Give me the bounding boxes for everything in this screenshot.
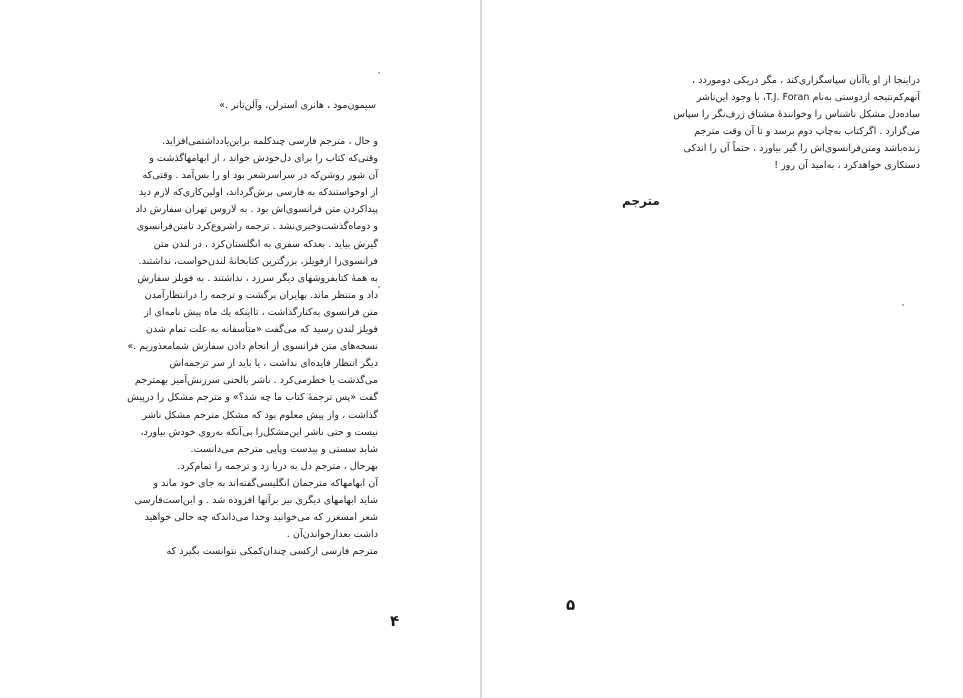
left-page-body (100, 133, 378, 560)
left-page-header-line: سیمون‌مود ، هانری استرلن‌، وآلن‌تانر .» (219, 100, 376, 111)
scan-speck (902, 304, 904, 306)
text-line: شاید ابهامهای دیگری نیز برآنها افزوده شد . و این‌است‌فارسی (134, 494, 378, 506)
text-line: از اوخواستندکه به فارسی برش‌گرداند، اولین‌کاری‌که لازم دید (138, 187, 378, 199)
text-line: گیرش بیاید . بعدکه سفری به انگلستان‌کرد ، در لندن متن (153, 238, 378, 250)
text-line: وقتی‌که کتاب را برای دل‌خودش خواند ، از ابهامها‌گذشت و (149, 153, 378, 165)
left-page (0, 0, 480, 698)
text-line: دستکاری خواهدکرد ، به‌امید آن روز ! (774, 160, 920, 172)
text-line: و حال ، مترجم فارسی چندکلمه براین‌یادداشتمی‌افزاید. (162, 136, 378, 147)
text-line: بهرحال ، مترجم دل به دریا زد و ترجمه را تمام‌کرد. (177, 460, 378, 472)
text-line: می‌گزارد . اگرکتاب به‌چاپ دوم برسد و تا آن وقت مترجم (694, 126, 920, 138)
text-line: دیگر انتظار فایده‌ای نداشت ، یا باید از سر ترجمه‌اش (169, 358, 378, 370)
text-line: مترجم فارسی ازکسی چندان‌کمکی نتوانست بگیرد که (166, 546, 378, 558)
text-line: نیست و حتی ناشر این‌مشکل‌را بی‌آنکه بەروی خودش بیاورد، (140, 426, 378, 438)
text-line: گذاشت ، واز پیش معلوم بود که مشکل مترجم مشکل ناشر (142, 409, 378, 421)
text-line: و دوماه‌گذشت‌وخبری‌نشد . ترجمه را‌شروع‌کرد تامتن‌فرانسوی (136, 221, 378, 233)
text-line: ساده‌دل مشکل ناشناس را وخواننده‌ٔ مشتاق ژرف‌نگر را سپاس (673, 109, 920, 121)
right-page (482, 0, 963, 698)
page-number: ۴ (390, 612, 400, 630)
text-line: درا‌ینجا از او یاآنان سپاسگزاری‌کند ، مگر دریکی دوموردد ، (692, 75, 920, 86)
text-line: فویلز لندن رسید که می‌گفت «متأسفانه به علت تمام شدن (145, 324, 378, 336)
text-line: آنهم‌کم‌نتیجه ازدوستی به‌نام T.J. Foran، با وجود این‌ناشر (696, 92, 920, 104)
text-line: نسخه‌های متن فرانسوی از انجام دادن سفارش شمامعذوریم .» (127, 341, 378, 353)
text-line: به همهٔ کتابفروشهای دیگر سرزد ، نداشتند . به فویلز سفارش (137, 272, 378, 284)
page-number: ۵ (566, 596, 576, 614)
scan-speck (378, 72, 380, 74)
scan-speck (378, 286, 380, 288)
translator-signature: مترجم (622, 194, 660, 208)
text-line: شاید سستی و بیدست وپایی مترجم می‌دانست. (190, 443, 378, 455)
text-line: فرانسوی‌را ازفویلز، بزرگترین کتابخانهٔ لندن‌خواست، نداشتند. (138, 255, 378, 267)
text-line: گفت «پس ترجمهٔ کتاب ما چه شد؟» و مترجم مشکل را درپیش (127, 392, 378, 404)
text-line: متن فرانسوی به‌کنارگذاشت ، تااینکه یك ماه پیش نامه‌ای از (144, 306, 378, 318)
text-line: آن شور روشن‌که در سراسرشعر بود او را بس‌آمد . وقتی‌که (142, 170, 378, 182)
text-line: می‌گذشت یا خطرمی‌کرد . ناشر بالحنی سرزنش‌آمیز بهمترجم (134, 375, 378, 387)
right-page-body (600, 72, 920, 175)
text-line: شعر امسعزر که می‌خوانید وخدا می‌داندکه چه حالی خواهید (144, 512, 378, 524)
text-line: آن ابهامهاکه مترجمان انگلیسی‌گفته‌اند به جای خود ماند و (153, 477, 378, 489)
text-line: داد و منتظر ماند. بهایران برگشت و ترجمه را درانتظارآمدن (144, 289, 378, 301)
text-line: زنده‌باشد ومتن‌فرانسوی‌اش را گیر بیاورد ، حتماً آن را اندکی (683, 143, 920, 155)
text-line: داشت بعدازخواندن‌آن . (286, 529, 378, 541)
text-line: پیداکردن متن فرانسوی‌اش بود . به لاروس تهران سفارش داد (135, 204, 378, 216)
